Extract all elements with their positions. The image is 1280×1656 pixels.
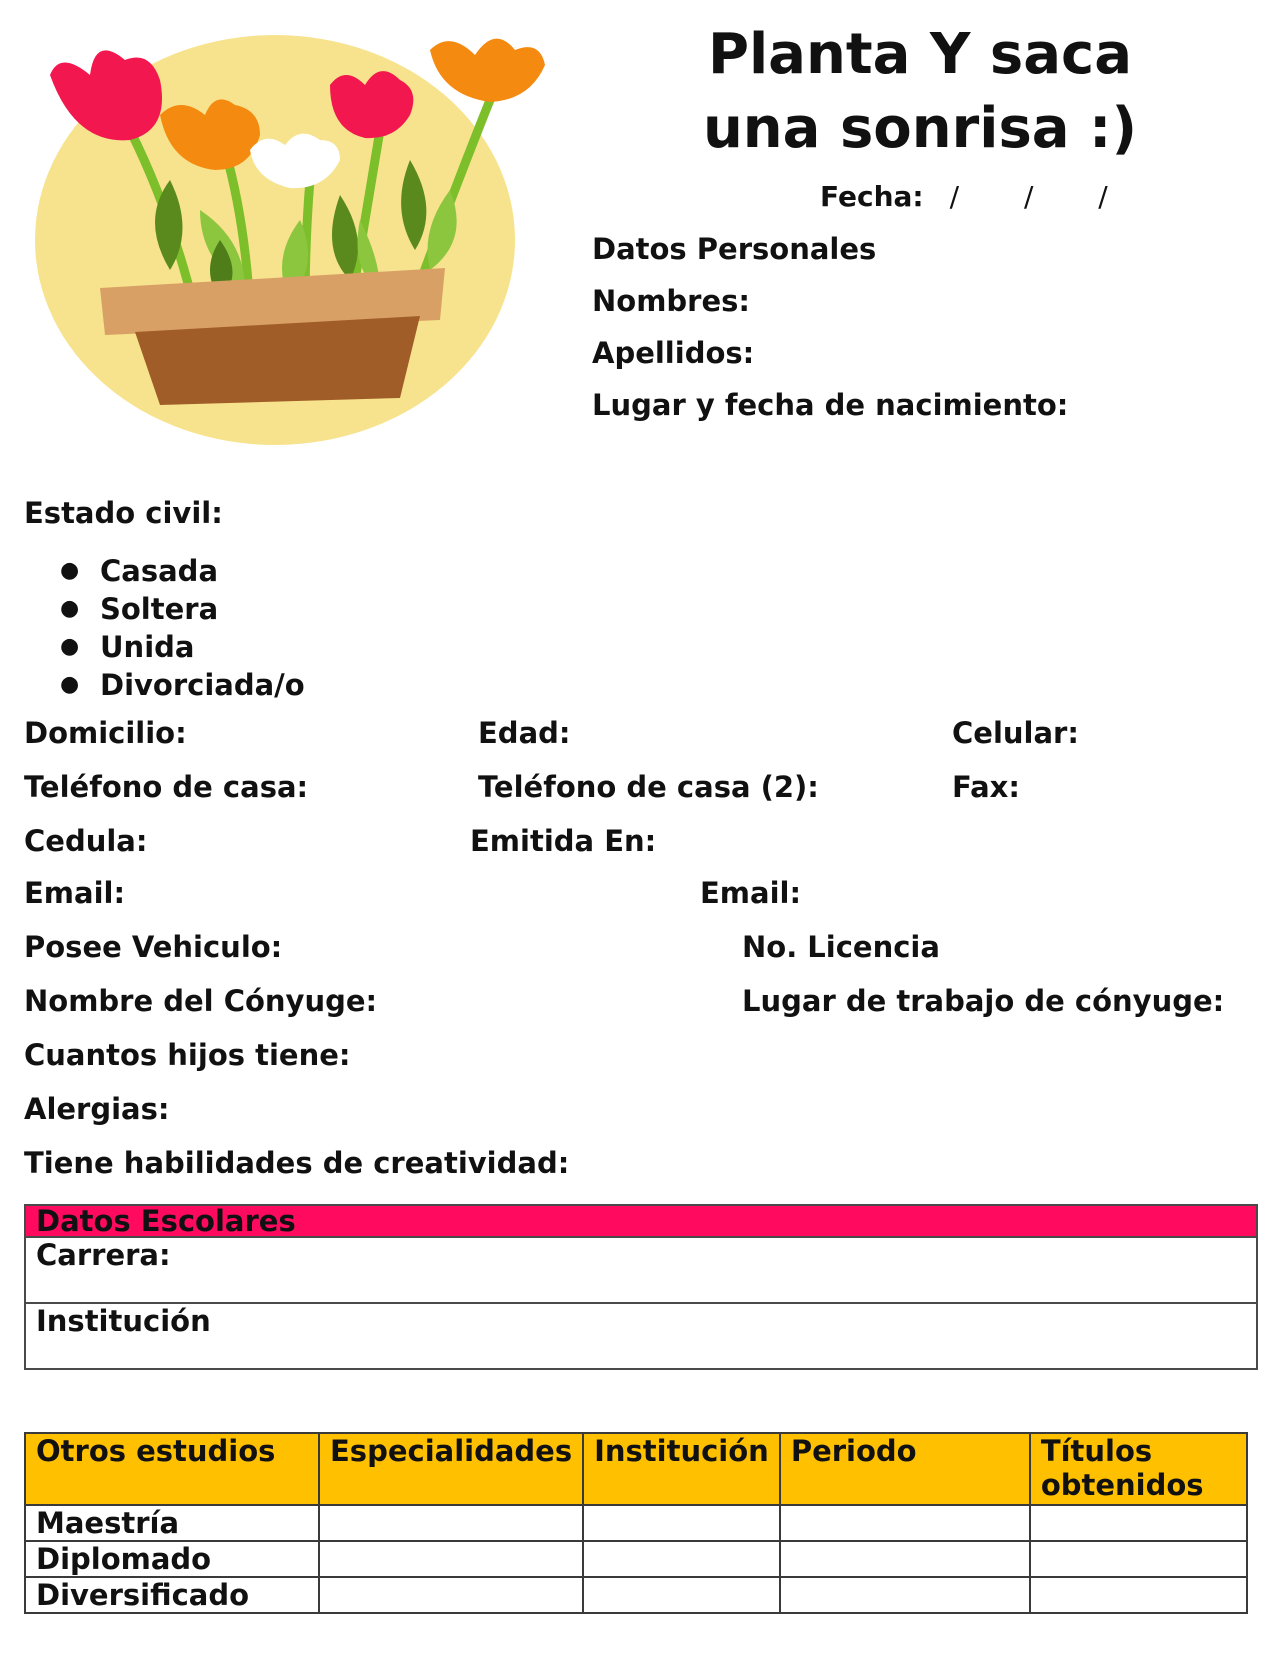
mobile-label: Celular: — [952, 716, 1079, 750]
civil-option-label: Soltera — [100, 592, 219, 626]
list-item — [60, 628, 305, 666]
civil-option-label: Casada — [100, 554, 219, 588]
career-field: Carrera: — [25, 1237, 1257, 1303]
table-header-cell: Institución — [583, 1433, 780, 1505]
date-label: Fecha: — [820, 180, 924, 213]
email-label: Email: — [24, 876, 126, 910]
spouse-workplace-label: Lugar de trabajo de cónyuge: — [742, 984, 1225, 1018]
table-cell — [1030, 1541, 1247, 1577]
table-cell — [1030, 1577, 1247, 1613]
school-data-table — [24, 1204, 1258, 1370]
table-row — [25, 1541, 1247, 1577]
date-slashes: / / / — [949, 180, 1136, 213]
table-header-cell: Periodo — [780, 1433, 1030, 1505]
civil-option-label: Divorciada/o — [100, 668, 305, 702]
flower-pot-illustration — [20, 20, 580, 450]
table-cell — [583, 1541, 780, 1577]
children-label: Cuantos hijos tiene: — [24, 1038, 351, 1072]
vehicle-label: Posee Vehiculo: — [24, 930, 283, 964]
list-item — [60, 552, 305, 590]
table-cell — [583, 1577, 780, 1613]
surnames-label: Apellidos: — [592, 336, 755, 370]
school-section-title: Datos Escolares — [25, 1205, 1257, 1237]
id-card-label: Cedula: — [24, 824, 148, 858]
table-header-cell: Especialidades — [319, 1433, 583, 1505]
personal-section-title: Datos Personales — [592, 232, 877, 266]
birthplace-date-label: Lugar y fecha de nacimiento: — [592, 388, 1069, 422]
age-label: Edad: — [478, 716, 571, 750]
table-row — [25, 1577, 1247, 1613]
table-cell — [780, 1577, 1030, 1613]
home-phone-2-label: Teléfono de casa (2): — [478, 770, 819, 804]
row-label: Maestría — [25, 1505, 319, 1541]
table-row — [25, 1505, 1247, 1541]
table-cell — [583, 1505, 780, 1541]
other-studies-table — [24, 1432, 1248, 1614]
table-header-cell: Otros estudios — [25, 1433, 319, 1505]
bullet-icon: ● — [60, 634, 80, 659]
row-label: Diplomado — [25, 1541, 319, 1577]
creativity-label: Tiene habilidades de creatividad: — [24, 1146, 570, 1180]
date-field — [820, 180, 1136, 213]
table-cell — [319, 1541, 583, 1577]
allergies-label: Alergias: — [24, 1092, 170, 1126]
issued-in-label: Emitida En: — [470, 824, 657, 858]
institution-field: Institución — [25, 1303, 1257, 1369]
list-item — [60, 666, 305, 704]
table-cell — [780, 1505, 1030, 1541]
table-cell — [319, 1505, 583, 1541]
row-label: Diversificado — [25, 1577, 319, 1613]
civil-option-label: Unida — [100, 630, 195, 664]
civil-status-list — [60, 552, 305, 704]
bullet-icon: ● — [60, 672, 80, 697]
page-title: Planta Y saca una sonrisa :) — [702, 22, 1138, 161]
email-2-label: Email: — [700, 876, 802, 910]
list-item — [60, 590, 305, 628]
table-header-cell: Títulos obtenidos — [1030, 1433, 1247, 1505]
spouse-name-label: Nombre del Cónyuge: — [24, 984, 378, 1018]
bullet-icon: ● — [60, 558, 80, 583]
fax-label: Fax: — [952, 770, 1020, 804]
bullet-icon: ● — [60, 596, 80, 621]
license-label: No. Licencia — [742, 930, 940, 964]
address-label: Domicilio: — [24, 716, 187, 750]
home-phone-label: Teléfono de casa: — [24, 770, 309, 804]
table-cell — [780, 1541, 1030, 1577]
civil-status-label: Estado civil: — [24, 496, 223, 530]
table-cell — [319, 1577, 583, 1613]
names-label: Nombres: — [592, 284, 750, 318]
table-cell — [1030, 1505, 1247, 1541]
